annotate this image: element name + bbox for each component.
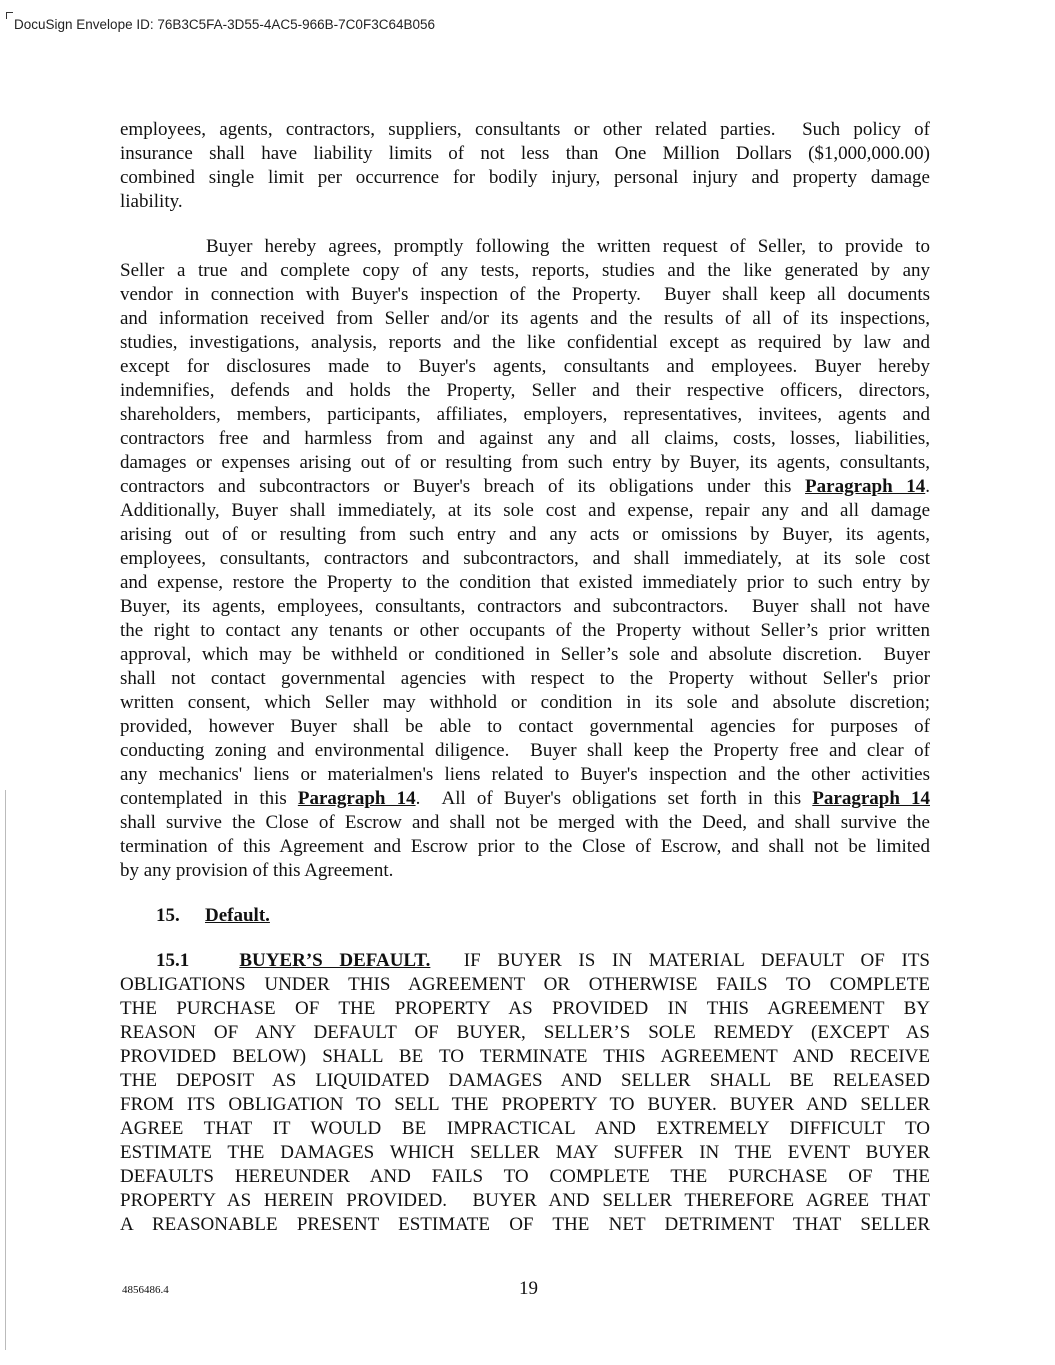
text-line: [120, 1189, 930, 1213]
text-run: insurance shall have liability limits of not less than One Million Dollars ($1,000,000.00): [120, 143, 930, 164]
text-line: [120, 235, 930, 259]
text-run: DEFAULTS HEREUNDER AND FAILS TO COMPLETE THE PURCHASE OF THE: [120, 1166, 930, 1187]
text-run: . All of Buyer's obligations set forth in this: [415, 788, 813, 809]
text-run: contractors and subcontractors or Buyer's breach of its obligations under this: [120, 476, 806, 497]
text-run: conducting zoning and environmental diligence. Buyer shall keep the Property free and clear of: [120, 740, 930, 761]
text-line: [120, 811, 930, 835]
text-line: [120, 1069, 930, 1093]
text-run: contemplated in this: [120, 788, 298, 809]
text-line: [120, 547, 930, 571]
text-run: by any provision of this Agreement.: [120, 860, 394, 881]
text-run: A REASONABLE PRESENT ESTIMATE OF THE NET DETRIMENT THAT SELLER: [120, 1214, 930, 1235]
text-run: and information received from Seller and/or its agents and the results of all of its inspections,: [120, 308, 930, 329]
cross-reference: BUYER’S DEFAULT.: [239, 950, 431, 971]
text-line: [120, 259, 930, 283]
section-number: 15.: [156, 905, 180, 926]
scan-margin-line: [5, 790, 6, 1350]
text-run: studies, investigations, analysis, reports and the like confidential except as required by law and: [120, 332, 930, 353]
subsection-buyers-default: [120, 949, 930, 1237]
text-line: [120, 1117, 930, 1141]
text-run: contractors free and harmless from and against any and all claims, costs, losses, liabilities,: [120, 428, 930, 449]
text-line: [120, 595, 930, 619]
text-run: employees, agents, contractors, suppliers, consultants or other related parties. Such policy of: [120, 119, 930, 140]
text-line: [120, 523, 930, 547]
text-line: [120, 715, 930, 739]
text-line: [120, 859, 930, 883]
text-run: 15.1: [156, 950, 190, 971]
text-line: [120, 355, 930, 379]
text-run: damages or expenses arising out of or resulting from such entry by Buyer, its agents, consultants,: [120, 452, 930, 473]
text-line: [120, 619, 930, 643]
text-line: [120, 643, 930, 667]
text-run: ESTIMATE THE DAMAGES WHICH SELLER MAY SUFFER IN THE EVENT BUYER: [120, 1142, 930, 1163]
text-run: any mechanics' liens or materialmen's liens related to Buyer's inspection and the other activities: [120, 764, 930, 785]
text-run: [189, 950, 239, 971]
text-line: [120, 379, 930, 403]
text-run: REASON OF ANY DEFAULT OF BUYER, SELLER’S SOLE REMEDY (EXCEPT AS: [120, 1022, 930, 1043]
paragraph: [120, 235, 930, 883]
text-line: [120, 166, 930, 190]
docusign-envelope-header: [14, 17, 435, 32]
text-line: [120, 1165, 930, 1189]
text-line: [120, 1213, 930, 1237]
text-run: THE DEPOSIT AS LIQUIDATED DAMAGES AND SELLER SHALL BE RELEASED: [120, 1070, 930, 1091]
text-run: PROVIDED BELOW) SHALL BE TO TERMINATE THIS AGREEMENT AND RECEIVE: [120, 1046, 930, 1067]
cross-reference: Paragraph 14: [805, 476, 926, 497]
text-line: [120, 835, 930, 859]
text-line: [120, 283, 930, 307]
text-run: shall not contact governmental agencies with respect to the Property without Seller's prior: [120, 668, 930, 689]
corner-mark: [6, 12, 13, 19]
text-line: [120, 427, 930, 451]
text-line: [120, 739, 930, 763]
text-line: [120, 475, 930, 499]
footer-doc-id: 4856486.4: [122, 1284, 169, 1296]
text-run: except for disclosures made to Buyer's agents, consultants and employees. Buyer hereby: [120, 356, 930, 377]
text-run: and expense, restore the Property to the condition that existed immediately prior to such entry by: [120, 572, 930, 593]
text-run: shareholders, members, participants, affiliates, employers, representatives, invitees, agents and: [120, 404, 930, 425]
text-run: combined single limit per occurrence for bodily injury, personal injury and property damage: [120, 167, 930, 188]
page-number: 19: [519, 1278, 538, 1299]
text-run: FROM ITS OBLIGATION TO SELL THE PROPERTY TO BUYER. BUYER AND SELLER: [120, 1094, 930, 1115]
text-run: vendor in connection with Buyer's inspection of the Property. Buyer shall keep all documents: [120, 284, 930, 305]
cross-reference: Paragraph 14: [297, 788, 416, 809]
text-line: [120, 190, 930, 214]
cross-reference: Paragraph 14: [812, 788, 930, 809]
section-title: Default.: [205, 905, 270, 926]
text-line: [120, 118, 930, 142]
text-run: arising out of or resulting from such entry and any acts or omissions by Buyer, its agents,: [120, 524, 930, 545]
text-run: Buyer, its agents, employees, consultants, contractors and subcontractors. Buyer shall not have: [120, 596, 930, 617]
text-run: shall survive the Close of Escrow and shall not be merged with the Deed, and shall survive the: [120, 812, 930, 833]
text-line: [120, 787, 930, 811]
text-run: termination of this Agreement and Escrow prior to the Close of Escrow, and shall not be limited: [120, 836, 930, 857]
text-line: [120, 571, 930, 595]
text-run: OBLIGATIONS UNDER THIS AGREEMENT OR OTHERWISE FAILS TO COMPLETE: [120, 974, 930, 995]
text-line: [120, 1093, 930, 1117]
text-line: [120, 1141, 930, 1165]
envelope-id: DocuSign Envelope ID: 76B3C5FA-3D55-4AC5-966B-7C0F3C64B056: [14, 17, 435, 32]
text-run: THE PURCHASE OF THE PROPERTY AS PROVIDED IN THIS AGREEMENT BY: [120, 998, 930, 1019]
text-run: AGREE THAT IT WOULD BE IMPRACTICAL AND EXTREMELY DIFFICULT TO: [120, 1118, 930, 1139]
text-line: [120, 403, 930, 427]
text-run: .: [925, 476, 931, 497]
text-run: written consent, which Seller may withhold or condition in its sole and absolute discretion;: [120, 692, 930, 713]
text-line: [120, 973, 930, 997]
text-line: [120, 331, 930, 355]
text-run: approval, which may be withheld or conditioned in Seller’s sole and absolute discretion. Buyer: [120, 644, 930, 665]
text-run: Buyer hereby agrees, promptly following the written request of Seller, to provide to: [206, 236, 930, 257]
text-line: [120, 1045, 930, 1069]
text-line: [120, 451, 930, 475]
paragraph: [120, 118, 930, 214]
text-line: [120, 763, 930, 787]
text-run: the right to contact any tenants or other occupants of the Property without Seller’s prior written: [120, 620, 930, 641]
text-line: [120, 949, 930, 973]
text-run: liability.: [120, 191, 183, 212]
section-heading: [120, 904, 930, 928]
text-line: [120, 307, 930, 331]
text-line: [120, 142, 930, 166]
text-line: [120, 997, 930, 1021]
text-run: IF BUYER IS IN MATERIAL DEFAULT OF ITS: [430, 950, 930, 971]
text-run: provided, however Buyer shall be able to contact governmental agencies for purposes of: [120, 716, 930, 737]
document-body: [120, 118, 930, 1237]
text-run: Seller a true and complete copy of any tests, reports, studies and the like generated by any: [120, 260, 930, 281]
paragraphs: [120, 118, 930, 883]
text-line: [120, 667, 930, 691]
text-line: [120, 691, 930, 715]
text-run: indemnifies, defends and holds the Property, Seller and their respective officers, directors,: [120, 380, 930, 401]
text-line: [120, 1021, 930, 1045]
text-run: PROPERTY AS HEREIN PROVIDED. BUYER AND SELLER THEREFORE AGREE THAT: [120, 1190, 930, 1211]
text-run: Additionally, Buyer shall immediately, at its sole cost and expense, repair any and all damage: [120, 500, 930, 521]
text-line: [120, 499, 930, 523]
text-run: employees, consultants, contractors and subcontractors, and shall immediately, at its sole cost: [120, 548, 930, 569]
